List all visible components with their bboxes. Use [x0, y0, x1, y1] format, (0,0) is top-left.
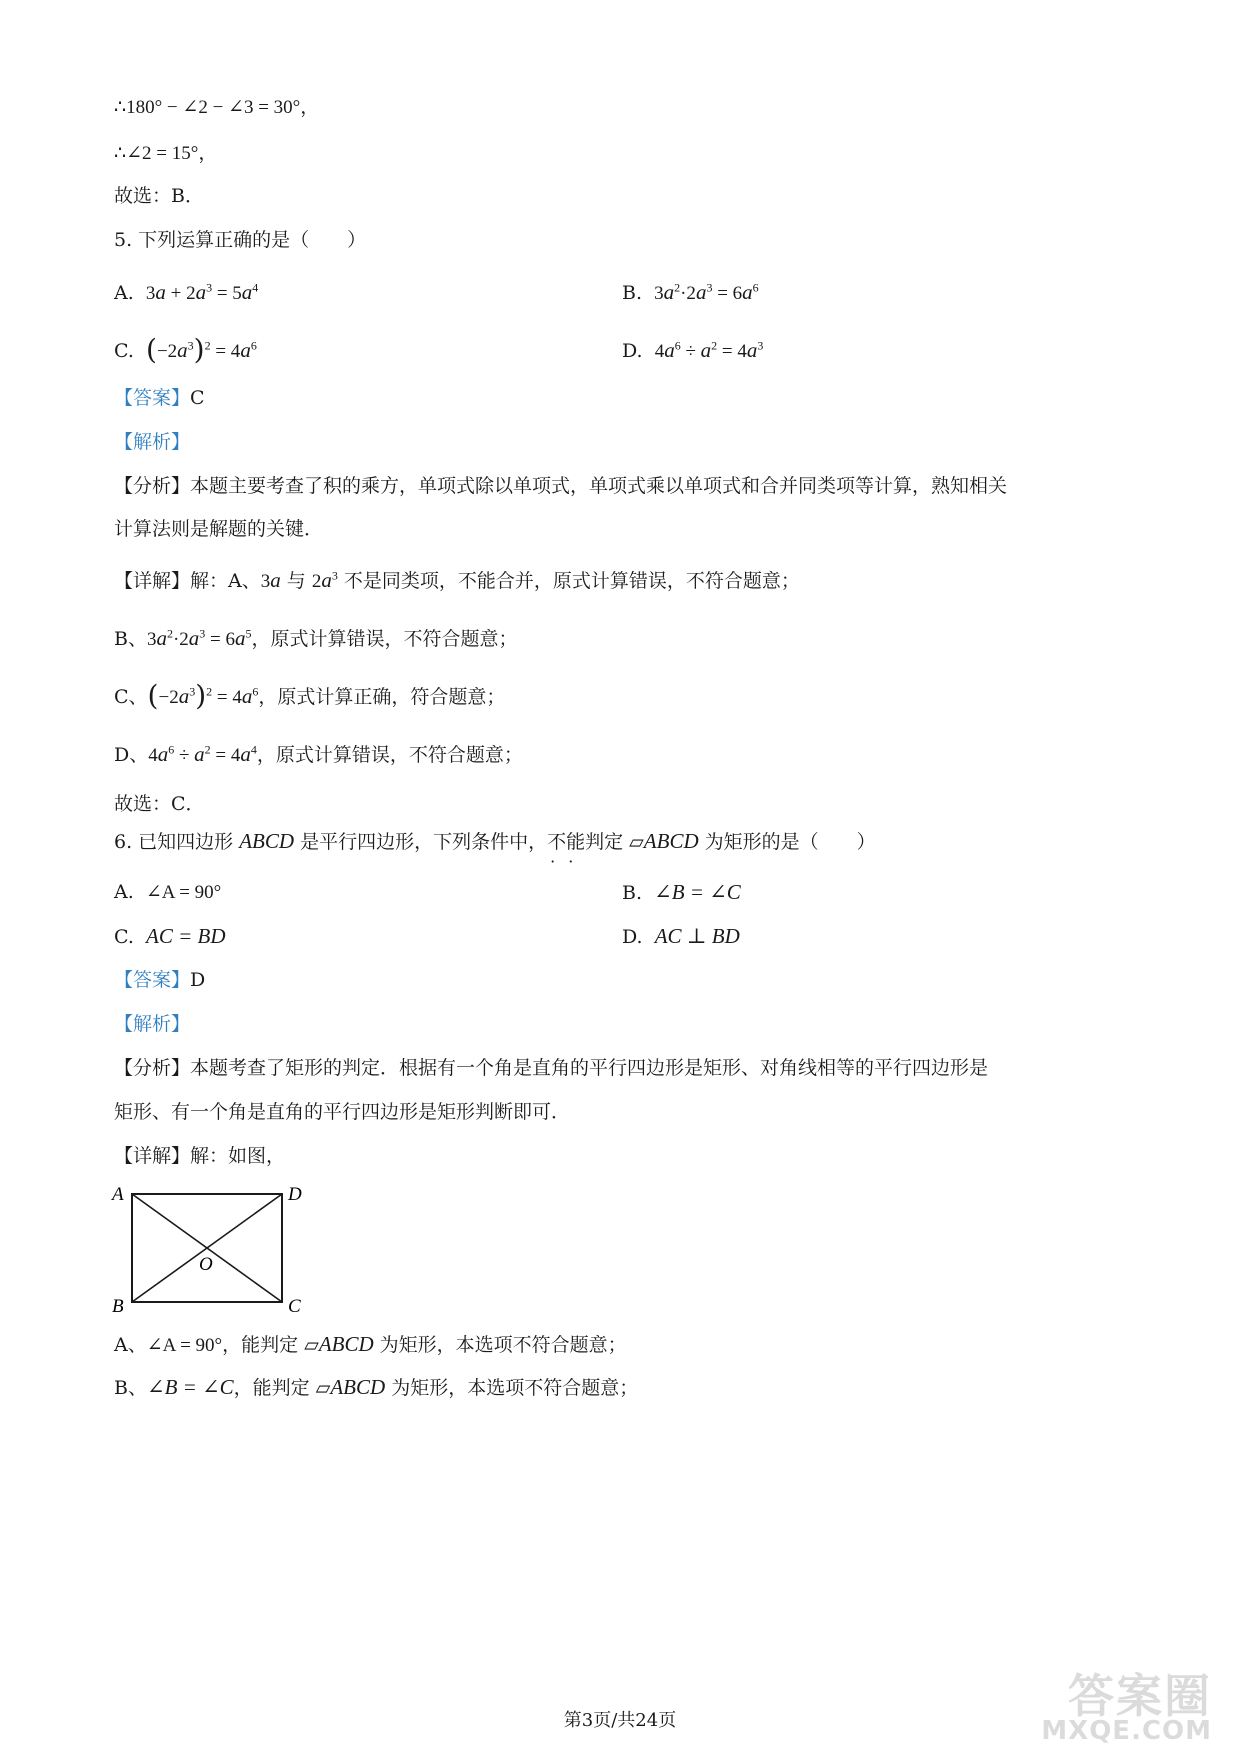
q5-fenxi-text-1: 本题主要考查了积的乘方，单项式除以单项式，单项式乘以单项式和合并同类项等计算，熟知相关	[190, 475, 1008, 497]
q6-stem-end: 为矩形的是（ ）	[698, 831, 876, 853]
q6-option-c	[114, 922, 226, 951]
q6-option-b-label: B.	[622, 882, 643, 904]
watermark-logo	[1036, 1660, 1216, 1750]
q5-detail-d-end: ，原式计算错误，不符合题意；	[256, 744, 523, 766]
q6-xiangjie-intro: 解：如图，	[190, 1145, 286, 1167]
q5-option-a-label: A.	[114, 282, 134, 304]
q6-option-d-label: D.	[622, 926, 643, 948]
q6-stem-abcd: ABCD	[239, 829, 295, 853]
q5-detail-b-label: B、	[114, 628, 147, 650]
q5-stem: 5. 下列运算正确的是（ ）	[114, 229, 367, 251]
center-label-o: O	[199, 1254, 213, 1275]
q5-detail-d	[114, 740, 523, 770]
q6-detail-b-abcd: ABCD	[330, 1375, 386, 1399]
q5-detail-b-end: ，原式计算错误，不符合题意；	[251, 628, 518, 650]
q5-answer	[114, 384, 205, 412]
parallelogram-icon: ▱	[315, 1377, 331, 1399]
vertex-label-c: C	[288, 1296, 301, 1317]
q6-option-a	[114, 878, 221, 907]
q5-detail-a-term2: $2a^3$	[311, 568, 338, 592]
q6-option-a-expr: ∠A = 90°	[145, 882, 222, 903]
q5-option-c-expr: $(-2a^3)^2 = 4a^6$	[146, 333, 257, 366]
q6-answer-value: D	[190, 969, 206, 991]
q6-stem-mid: 是平行四边形，下列条件中，	[294, 831, 548, 853]
parallelogram-icon: ▱	[629, 831, 644, 853]
proof-line-2: ∴∠2 = 15°，	[114, 143, 218, 164]
q6-detail-a-cond: ∠A = 90°	[146, 1335, 223, 1356]
q5-answer-value: C	[190, 387, 205, 409]
q6-stem-mid2: 判定	[585, 831, 624, 853]
q5-option-c-label: C.	[114, 340, 134, 362]
q6-detail-b-label: B、	[114, 1377, 147, 1399]
rectangle-figure	[108, 1180, 308, 1320]
q5-option-b	[622, 278, 759, 308]
q6-option-c-expr: AC = BD	[146, 924, 226, 948]
q6-stem	[114, 827, 876, 856]
conclusion-line: 故选：B．	[114, 185, 204, 207]
q6-option-d	[622, 922, 740, 951]
q5-detail-c	[114, 679, 506, 712]
q5-option-a-expr: $3a + 2a^3 = 5a^4$	[145, 280, 259, 304]
q6-detail-b-cond: ∠B = ∠C	[146, 1375, 234, 1399]
q6-detail-a	[114, 1330, 627, 1360]
page-footer: 第3页/共24页	[563, 1710, 677, 1731]
q5-xiangjie-tag: 【详解】	[114, 570, 191, 592]
parallelogram-icon: ▱	[304, 1334, 319, 1356]
q6-detail-a-can: ，能判定	[222, 1334, 305, 1356]
q6-fenxi-text-1: 本题考查了矩形的判定．根据有一个角是直角的平行四边形是矩形、对角线相等的平行四边形是	[190, 1057, 989, 1079]
q5-analysis-tag: 【解析】	[114, 431, 191, 453]
q5-detail-a	[114, 566, 800, 596]
q5-detail-d-label: D、	[114, 744, 149, 766]
vertex-label-a: A	[112, 1184, 124, 1205]
watermark-cn: 答案圈	[1068, 1669, 1212, 1723]
q5-conclusion: 故选：C．	[114, 793, 205, 815]
q5-detail-a-term1: 3a	[260, 568, 281, 592]
q6-detail-b-can: ，能判定	[233, 1377, 316, 1399]
q5-detail-c-label: C、	[114, 686, 148, 708]
q6-option-b	[622, 878, 741, 907]
watermark-en: MXQE.COM	[1041, 1716, 1212, 1746]
q5-option-d-label: D.	[622, 340, 643, 362]
q6-stem-abcd-2: ABCD	[643, 829, 699, 853]
q6-detail-a-end: 为矩形，本选项不符合题意；	[373, 1334, 627, 1356]
q5-detail-b	[114, 624, 518, 654]
q5-detail-c-end: ，原式计算正确，符合题意；	[258, 686, 506, 708]
q6-detail-b	[114, 1373, 638, 1402]
q6-fenxi-2: 矩形、有一个角是直角的平行四边形是矩形判断即可．	[114, 1101, 571, 1123]
q5-detail-a-mid: 与	[280, 570, 312, 592]
q6-option-c-label: C.	[114, 926, 134, 948]
q6-answer-tag: 【答案】	[114, 969, 191, 991]
q5-detail-c-expr: $(-2a^3)^2 = 4a^6$	[147, 679, 259, 712]
q5-fenxi-1	[114, 472, 1007, 500]
q6-detail-a-abcd: ABCD	[318, 1332, 374, 1356]
vertex-label-b: B	[112, 1296, 124, 1317]
q5-option-b-label: B.	[622, 282, 643, 304]
q5-fenxi-2: 计算法则是解题的关键．	[114, 518, 324, 540]
q6-fenxi-1	[114, 1054, 988, 1082]
q5-option-b-expr: $3a^2\cdot 2a^3 = 6a^6$	[654, 280, 759, 304]
q6-option-b-expr: ∠B = ∠C	[654, 880, 741, 904]
q5-fenxi-tag: 【分析】	[114, 475, 191, 497]
q6-answer	[114, 966, 205, 994]
q6-fenxi-tag: 【分析】	[114, 1057, 191, 1079]
q6-option-a-label: A.	[114, 881, 134, 903]
q5-option-a	[114, 278, 258, 308]
q6-detail-b-end: 为矩形，本选项不符合题意；	[385, 1377, 639, 1399]
q6-stem-emphasis: 不能 · ·	[547, 831, 585, 853]
proof-line-1: ∴180° − ∠2 − ∠3 = 30°，	[114, 97, 320, 118]
q5-option-d-expr: $4a^6 \div a^2 = 4a^3$	[654, 338, 764, 362]
q5-detail-d-expr: $4a^6 \div a^2 = 4a^4$	[148, 742, 257, 766]
q5-xiangjie-intro: 解：A、	[190, 570, 261, 592]
q6-xiangjie-tag: 【详解】	[114, 1145, 191, 1167]
q6-option-d-expr: AC ⊥ BD	[654, 924, 740, 948]
q5-option-c	[114, 333, 257, 366]
q5-option-d	[622, 336, 763, 366]
q5-detail-b-expr: $3a^2\cdot 2a^3 = 6a^5$	[146, 626, 252, 650]
q5-answer-tag: 【答案】	[114, 387, 191, 409]
q5-detail-a-end: 不是同类项，不能合并，原式计算错误，不符合题意；	[337, 570, 800, 592]
q6-detail-a-label: A、	[114, 1334, 147, 1356]
vertex-label-d: D	[288, 1184, 302, 1205]
q6-stem-start: 6. 已知四边形	[114, 831, 240, 853]
q6-analysis-tag: 【解析】	[114, 1013, 191, 1035]
q6-xiangjie	[114, 1142, 285, 1170]
